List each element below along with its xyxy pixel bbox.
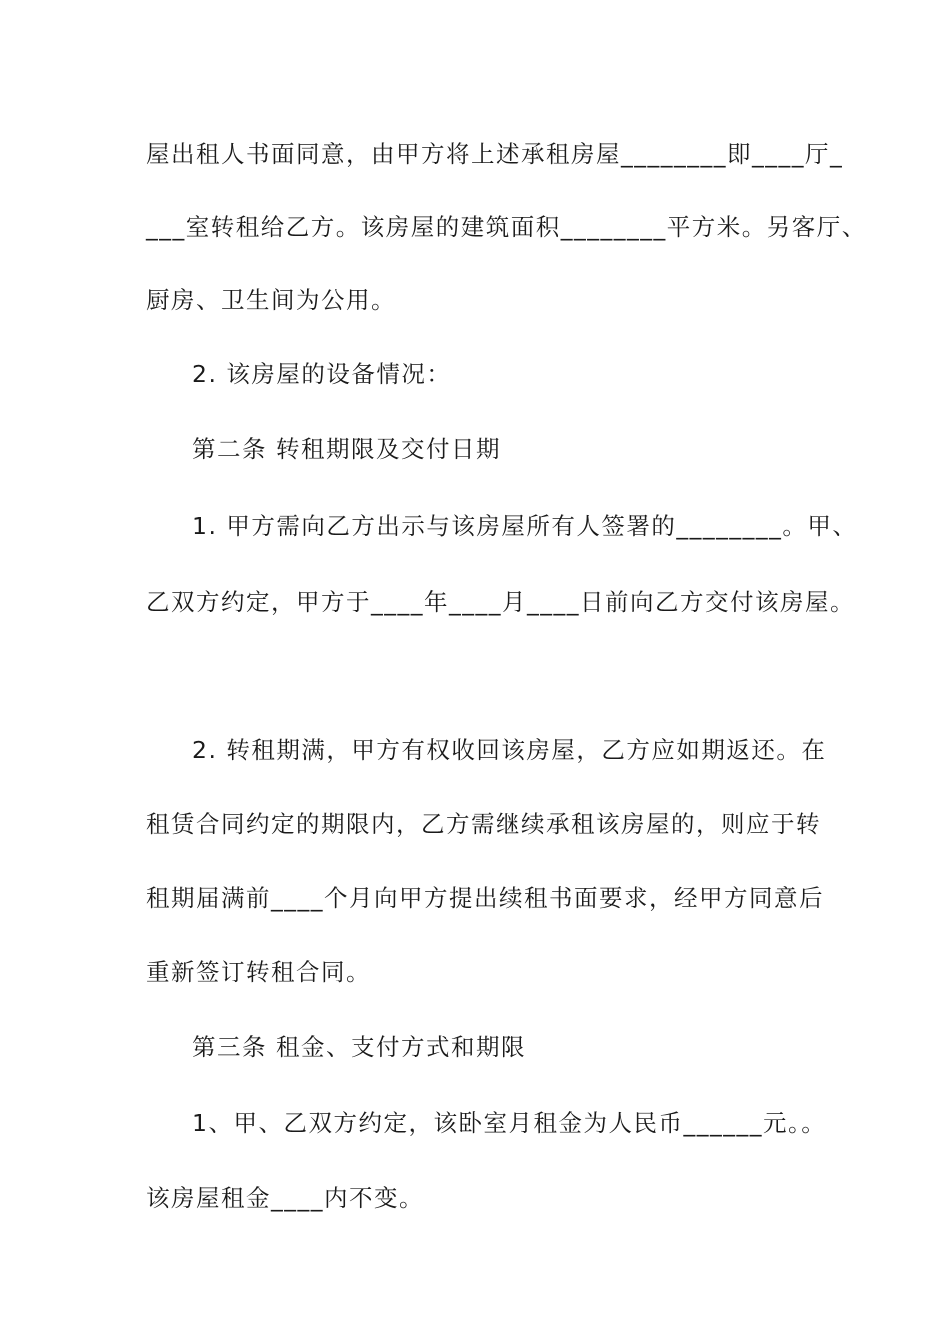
section-heading: 第二条 转租期限及交付日期 <box>192 435 501 463</box>
paragraph-line: 重新签订转租合同。 <box>146 958 371 986</box>
paragraph-line: 屋出租人书面同意，由甲方将上述承租房屋________即____厅_ <box>146 140 844 168</box>
paragraph-line: 租赁合同约定的期限内，乙方需继续承租该房屋的，则应于转 <box>146 810 821 838</box>
paragraph-line: 1、甲、乙双方约定，该卧室月租金为人民币______元。。 <box>192 1109 827 1137</box>
paragraph-line: 乙双方约定，甲方于____年____月____日前向乙方交付该房屋。 <box>146 588 855 616</box>
list-item-heading: 2. 该房屋的设备情况： <box>192 360 452 388</box>
paragraph-line: 2. 转租期满，甲方有权收回该房屋，乙方应如期返还。在 <box>192 736 827 764</box>
paragraph-line: 租期届满前____个月向甲方提出续租书面要求，经甲方同意后 <box>146 884 824 912</box>
paragraph-line: 厨房、卫生间为公用。 <box>146 286 396 314</box>
paragraph-line: ___室转租给乙方。该房屋的建筑面积________平方米。另客厅、 <box>146 213 867 241</box>
paragraph-line: 1. 甲方需向乙方出示与该房屋所有人签署的________。甲、 <box>192 512 858 540</box>
paragraph-line: 该房屋租金____内不变。 <box>146 1184 424 1212</box>
section-heading: 第三条 租金、支付方式和期限 <box>192 1033 526 1061</box>
